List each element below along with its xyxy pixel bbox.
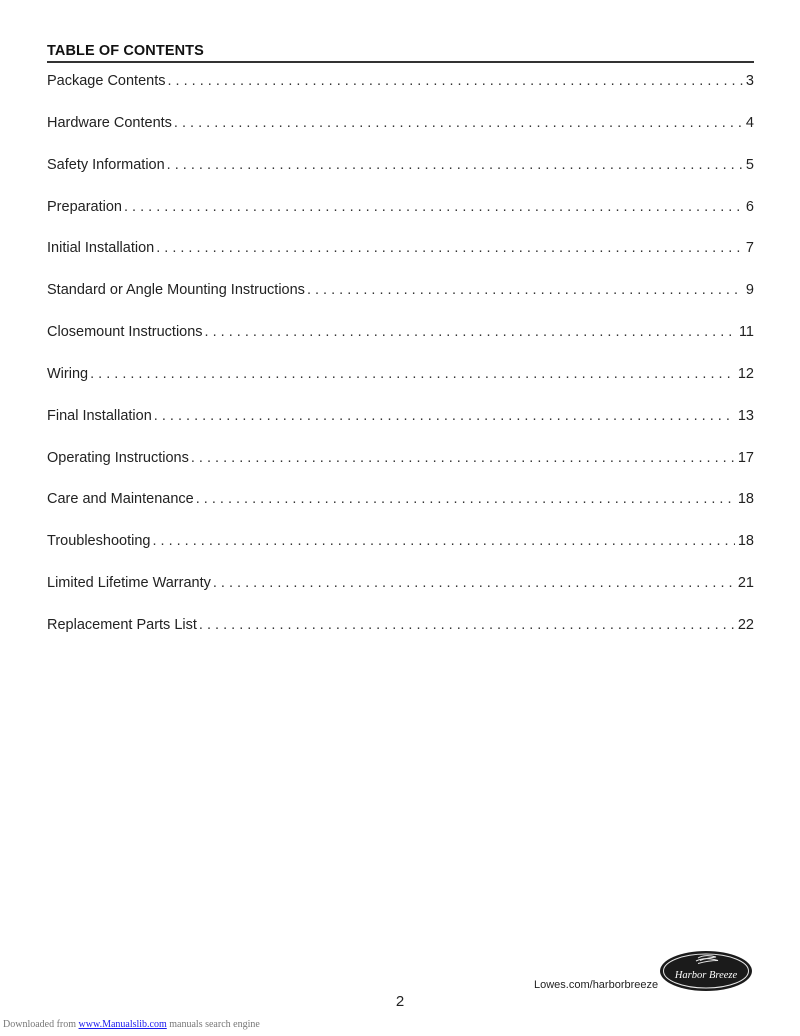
toc-entry-page: 12 xyxy=(737,365,754,382)
toc-entry-title: Limited Lifetime Warranty xyxy=(47,575,211,592)
toc-dot-leader xyxy=(168,73,743,89)
toc-entry-page: 4 xyxy=(745,114,754,131)
toc-dot-leader xyxy=(154,408,735,424)
toc-heading: TABLE OF CONTENTS xyxy=(47,43,204,59)
toc-entry-troubleshooting[interactable] xyxy=(47,533,754,575)
toc-dot-leader xyxy=(90,366,735,382)
toc-entry-standard-angle-mounting[interactable] xyxy=(47,282,754,324)
toc-entry-initial-installation[interactable] xyxy=(47,240,754,282)
toc-dot-leader xyxy=(191,450,735,466)
toc-entry-closemount-instructions[interactable] xyxy=(47,324,754,366)
toc-entry-title: Safety Information xyxy=(47,156,165,173)
toc-entry-page: 17 xyxy=(737,449,754,466)
toc-entry-final-installation[interactable] xyxy=(47,408,754,450)
toc-entry-title: Care and Maintenance xyxy=(47,491,194,508)
logo-wordmark: Harbor Breeze xyxy=(674,970,738,981)
toc-entry-title: Standard or Angle Mounting Instructions xyxy=(47,282,305,299)
toc-entry-replacement-parts-list[interactable] xyxy=(47,617,754,659)
toc-entry-title: Hardware Contents xyxy=(47,114,172,131)
toc-dot-leader xyxy=(196,491,735,507)
toc-entry-title: Package Contents xyxy=(47,73,166,89)
toc-list xyxy=(47,73,754,659)
manualslib-link[interactable]: www.Manualslib.com xyxy=(78,1019,167,1030)
toc-entry-title: Replacement Parts List xyxy=(47,616,197,633)
toc-dot-leader xyxy=(199,617,735,633)
toc-dot-leader xyxy=(156,240,743,256)
toc-entry-page: 6 xyxy=(745,198,754,215)
toc-entry-preparation[interactable] xyxy=(47,199,754,241)
brand-site-url[interactable]: Lowes.com/harborbreeze xyxy=(534,979,659,991)
download-note-suffix: manuals search engine xyxy=(166,1019,260,1030)
toc-entry-safety-information[interactable] xyxy=(47,157,754,199)
toc-entry-title: Operating Instructions xyxy=(47,449,189,466)
toc-entry-page: 7 xyxy=(745,240,754,257)
toc-entry-care-maintenance[interactable] xyxy=(47,491,754,533)
harbor-breeze-logo xyxy=(658,949,754,993)
toc-entry-page: 11 xyxy=(738,324,754,341)
toc-entry-title: Troubleshooting xyxy=(47,533,151,550)
toc-dot-leader xyxy=(174,115,743,131)
toc-dot-leader xyxy=(167,157,743,173)
toc-entry-title: Closemount Instructions xyxy=(47,324,203,341)
toc-entry-hardware-contents[interactable] xyxy=(47,115,754,157)
download-note xyxy=(3,1019,260,1030)
toc-dot-leader xyxy=(152,533,734,549)
download-note-prefix: Downloaded from xyxy=(3,1019,79,1030)
toc-dot-leader xyxy=(124,199,743,215)
toc-entry-title: Initial Installation xyxy=(47,240,155,257)
toc-entry-page: 13 xyxy=(737,407,754,424)
toc-entry-page: 5 xyxy=(745,156,754,173)
toc-entry-page: 18 xyxy=(737,491,754,508)
toc-dot-leader xyxy=(205,324,736,340)
toc-entry-page: 9 xyxy=(745,282,754,299)
toc-entry-title: Wiring xyxy=(47,365,89,382)
toc-entry-page: 3 xyxy=(745,73,754,89)
page-number: 2 xyxy=(395,993,405,1010)
toc-entry-title: Preparation xyxy=(47,198,122,215)
toc-dot-leader xyxy=(213,575,735,591)
toc-entry-limited-lifetime-warranty[interactable] xyxy=(47,575,754,617)
toc-entry-wiring[interactable] xyxy=(47,366,754,408)
toc-entry-page: 21 xyxy=(737,575,754,592)
toc-dot-leader xyxy=(307,282,743,298)
toc-entry-page: 18 xyxy=(737,533,754,550)
toc-entry-page: 22 xyxy=(737,616,754,633)
toc-entry-operating-instructions[interactable] xyxy=(47,450,754,492)
toc-heading-rule xyxy=(47,61,754,63)
toc-entry-package-contents[interactable] xyxy=(47,73,754,115)
toc-entry-title: Final Installation xyxy=(47,407,152,424)
